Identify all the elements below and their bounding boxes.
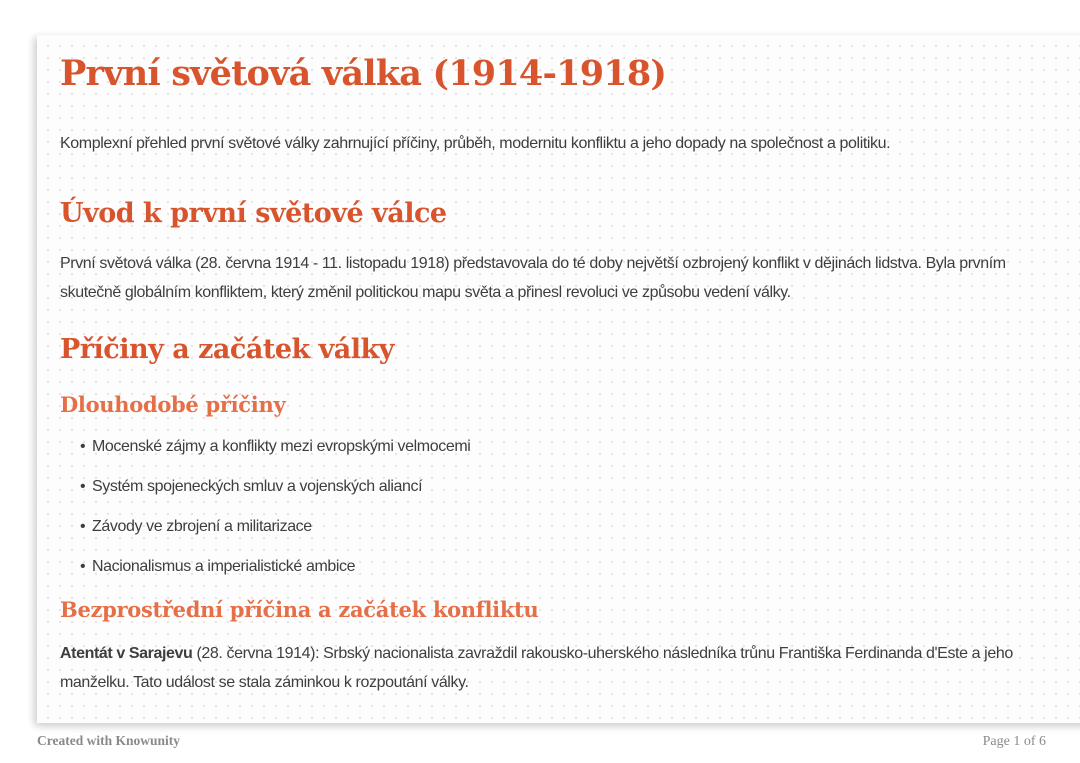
paragraph-rest: (28. června 1914): Srbský nacionalista zavraždil rakousko-uherského následníka trůnu Františka Ferdinanda d'Este a jeho manželku. Tato událost se stala záminkou k rozpoutání války.	[60, 645, 1013, 691]
paragraph-lead-bold: Atentát v Sarajevu	[60, 645, 193, 662]
list-item	[80, 473, 1040, 501]
footer-credit: Created with Knowunity	[37, 733, 181, 748]
list-item	[80, 553, 1040, 581]
subsection-heading-immediate-cause: Bezprostřední příčina a začátek konfliktu	[60, 597, 539, 622]
bullet-icon: •	[80, 558, 86, 575]
page-title: První světová válka (1914-1918)	[60, 53, 667, 94]
subsection-heading-longterm-causes: Dlouhodobé příčiny	[60, 392, 286, 417]
section-heading-intro: Úvod k první světové válce	[60, 198, 447, 229]
list-item-text: Systém spojeneckých smluv a vojenských aliancí	[92, 478, 423, 495]
list-item	[80, 433, 1040, 461]
bullet-icon: •	[80, 518, 86, 535]
bullet-icon: •	[80, 478, 86, 495]
footer-page-number: Page 1 of 6	[982, 734, 1046, 749]
list-item	[80, 513, 1040, 541]
page-footer	[37, 733, 1046, 750]
bullet-icon: •	[80, 438, 86, 455]
document-subtitle: Komplexní přehled první světové války zahrnující příčiny, průběh, modernitu konfliktu a jeho dopady na společnost a politiku.	[60, 135, 891, 152]
list-item-text: Závody ve zbrojení a militarizace	[92, 518, 312, 535]
assassination-paragraph	[60, 640, 1040, 697]
list-item-text: Mocenské zájmy a konflikty mezi evropskými velmocemi	[92, 438, 471, 455]
section-heading-causes: Příčiny a začátek války	[60, 334, 394, 365]
list-item-text: Nacionalismus a imperialistické ambice	[92, 558, 356, 575]
bullet-list	[60, 433, 1040, 581]
document-page	[37, 35, 1080, 723]
intro-paragraph: První světová válka (28. června 1914 - 11. listopadu 1918) představovala do té doby největší ozbrojený konflikt v dějinách lidstva. Byla prvním skutečně globálním konfliktem, který změnil politickou mapu světa a přinesl revoluci ve způsobu vedení války.	[60, 255, 1006, 301]
